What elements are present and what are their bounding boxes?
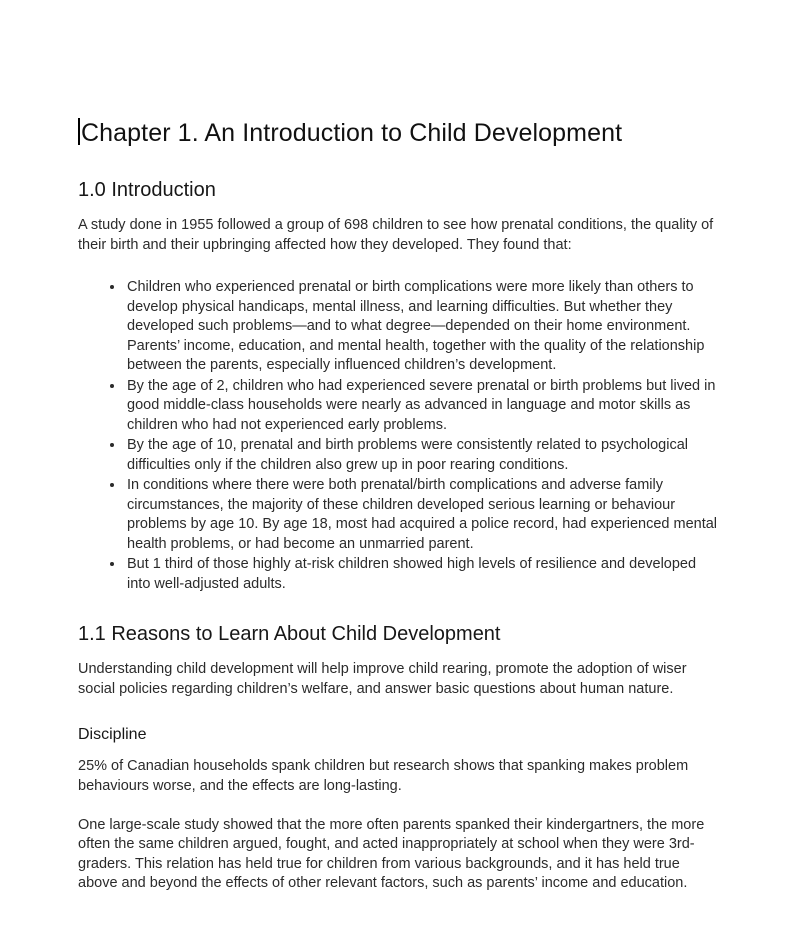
list-item[interactable]: • By the age of 2, children who had experienced severe prenatal or birth problems but lived in good middle-class households were nearly as advanced in language and motor skills as children who had not experienced early problems.	[125, 376, 720, 436]
discipline-paragraph-1[interactable]: 25% of Canadian households spank children but research shows that spanking makes problem behaviours worse, and the effects are long-lasting.	[78, 758, 689, 794]
list-item[interactable]: • Children who experienced prenatal or birth complications were more likely than others to develop physical handicaps, mental illness, and learning difficulties. But whether they developed such problems—and to what degree—depended on their home environment. Parents’ income, education, and mental health, together with the quality of the relationship between the parents, especially influenced children’s development.	[125, 277, 720, 376]
section-heading-1-1-reasons[interactable]: 1.1 Reasons to Learn About Child Development	[78, 623, 501, 645]
list-item[interactable]: • By the age of 10, prenatal and birth problems were consistently related to psychological difficulties only if the children also grew up in poor rearing conditions.	[125, 435, 720, 475]
list-item[interactable]: • In conditions where there were both prenatal/birth complications and adverse family circumstances, the majority of these children developed serious learning or behaviour problems by age 10. By age 18, most had acquired a police record, had experienced mental health problems, or had become an unmarried parent.	[125, 475, 720, 554]
text-cursor	[78, 118, 80, 145]
intro-lead-paragraph[interactable]: A study done in 1955 followed a group of 698 children to see how prenatal conditions, the quality of their birth and their upbringing affected how they developed. They found that:	[78, 217, 714, 253]
subsection-heading-discipline[interactable]: Discipline	[78, 726, 147, 743]
document-title-text: Chapter 1. An Introduction to Child Development	[81, 119, 623, 147]
discipline-paragraph-2[interactable]: One large-scale study showed that the more often parents spanked their kindergartners, the more often the same children argued, fought, and acted inappropriately at school when they were 3rd-graders. This relation has held true for children from various backgrounds, and it has held true above and beyond the effects of other relevant factors, such as parents’ income and education.	[78, 816, 705, 891]
findings-bullet-list	[78, 277, 720, 594]
document-title[interactable]	[78, 118, 720, 148]
reasons-paragraph[interactable]: Understanding child development will help improve child rearing, promote the adoption of wiser social policies regarding children’s welfare, and answer basic questions about human nature.	[78, 661, 687, 697]
list-item[interactable]: • But 1 third of those highly at-risk children showed high levels of resilience and developed into well-adjusted adults.	[125, 554, 720, 594]
section-heading-1-0-introduction[interactable]: 1.0 Introduction	[78, 179, 216, 201]
